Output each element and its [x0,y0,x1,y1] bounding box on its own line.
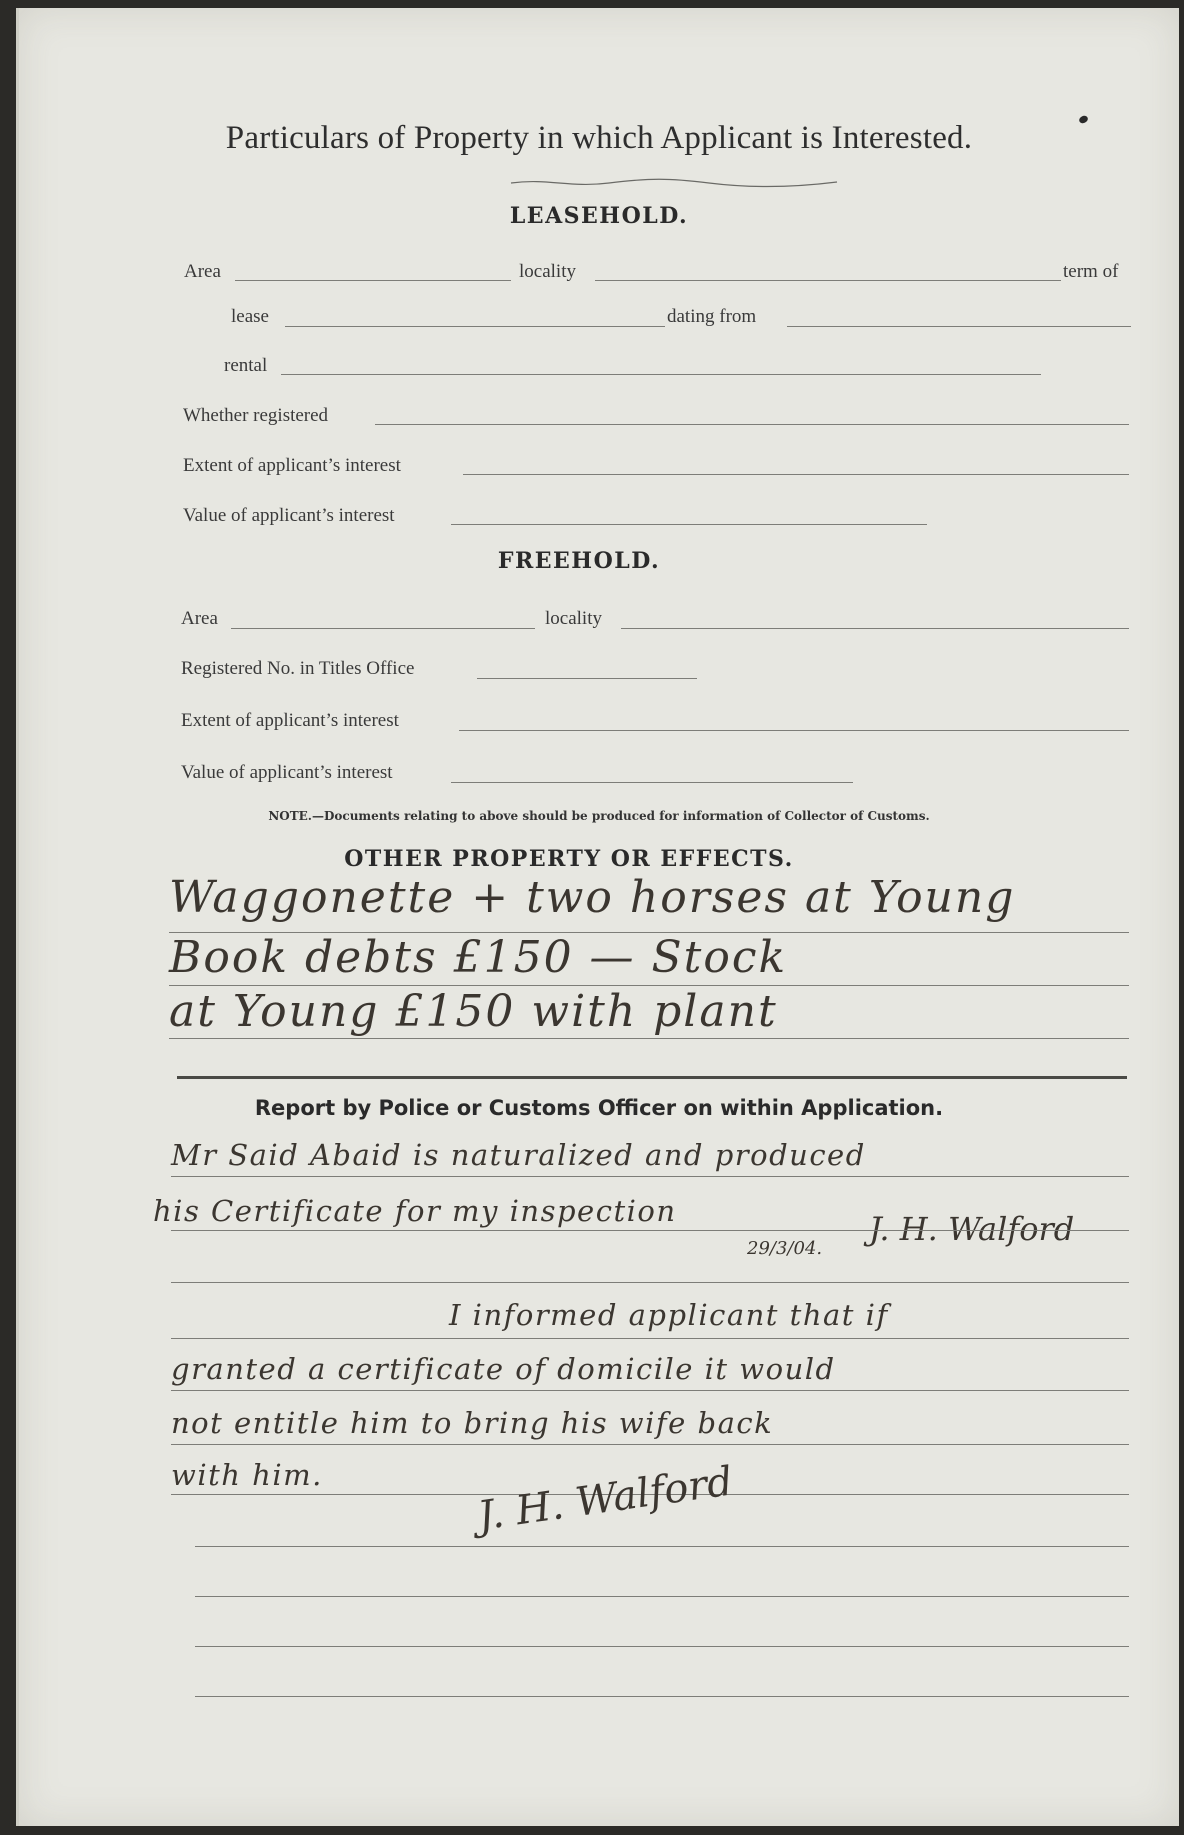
leasehold-area-label: Area [184,261,221,282]
leasehold-lease-line [285,326,665,327]
report-rule-8 [195,1546,1129,1547]
report-rule-6 [171,1444,1129,1445]
freehold-extent-line [459,730,1129,731]
report-date: 29/3/04. [747,1238,823,1259]
leasehold-dating-line [787,326,1131,327]
report-rule-1 [171,1176,1129,1177]
leasehold-locality-line [595,280,1061,281]
freehold-locality-line [621,628,1129,629]
other-property-rule-3 [169,1038,1129,1039]
leasehold-registered-line [375,424,1129,425]
report-line-5: not entitle him to bring his wife back [171,1406,774,1440]
leasehold-extent-line [463,474,1129,475]
other-property-line-1: Waggonette + two horses at Young [169,872,1016,923]
report-rule-11 [195,1696,1129,1697]
report-rule-3 [171,1282,1129,1283]
report-rule-4 [171,1338,1129,1339]
freehold-registered-label: Registered No. in Titles Office [181,658,415,679]
freehold-value-label: Value of applicant’s interest [181,762,393,783]
report-rule-10 [195,1646,1129,1647]
report-signature-2: J. H. Walford [475,1458,736,1540]
leasehold-value-label: Value of applicant’s interest [183,505,395,526]
leasehold-dating-label: dating from [667,306,757,327]
freehold-heading: FREEHOLD. [497,548,661,574]
customs-note: NOTE.—Documents relating to above should be produced for information of Collector of Customs. [268,809,930,823]
freehold-registered-line [477,678,697,679]
leasehold-rental-label: rental [224,355,268,376]
freehold-extent-label: Extent of applicant’s interest [181,710,399,731]
leasehold-value-line [451,524,927,525]
freehold-area-label: Area [181,608,218,629]
leasehold-rental-line [281,374,1041,375]
other-property-line-2: Book debts £150 — Stock [169,932,788,983]
title-flourish [509,176,839,190]
freehold-locality-label: locality [545,608,602,629]
report-line-6: with him. [171,1458,323,1492]
report-line-3: I informed applicant that if [449,1298,889,1332]
leasehold-extent-label: Extent of applicant’s interest [183,455,401,476]
leasehold-locality-label: locality [519,261,576,282]
leasehold-heading: LEASEHOLD. [509,203,689,229]
freehold-value-line [451,782,853,783]
leasehold-lease-label: lease [231,306,269,327]
report-line-1: Mr Said Abaid is naturalized and produced [171,1138,866,1172]
report-line-4: granted a certificate of domicile it would [171,1352,836,1386]
section-divider [177,1076,1127,1079]
document-page [16,8,1179,1826]
report-line-2: his Certificate for my inspection [153,1194,677,1228]
report-heading: Report by Police or Customs Officer on within Application. [254,1096,944,1120]
leasehold-term-label: term of [1063,261,1119,282]
other-property-line-3: at Young £150 with plant [169,986,778,1037]
freehold-area-line [231,628,535,629]
other-property-heading: OTHER PROPERTY OR EFFECTS. [344,846,794,872]
leasehold-area-line [235,280,511,281]
leasehold-registered-label: Whether registered [183,405,329,426]
report-rule-5 [171,1390,1129,1391]
form-title: Particulars of Property in which Applicant is Interested. [225,120,973,156]
report-signature-1: J. H. Walford [869,1210,1075,1248]
report-rule-2 [171,1230,1129,1231]
report-rule-9 [195,1596,1129,1597]
